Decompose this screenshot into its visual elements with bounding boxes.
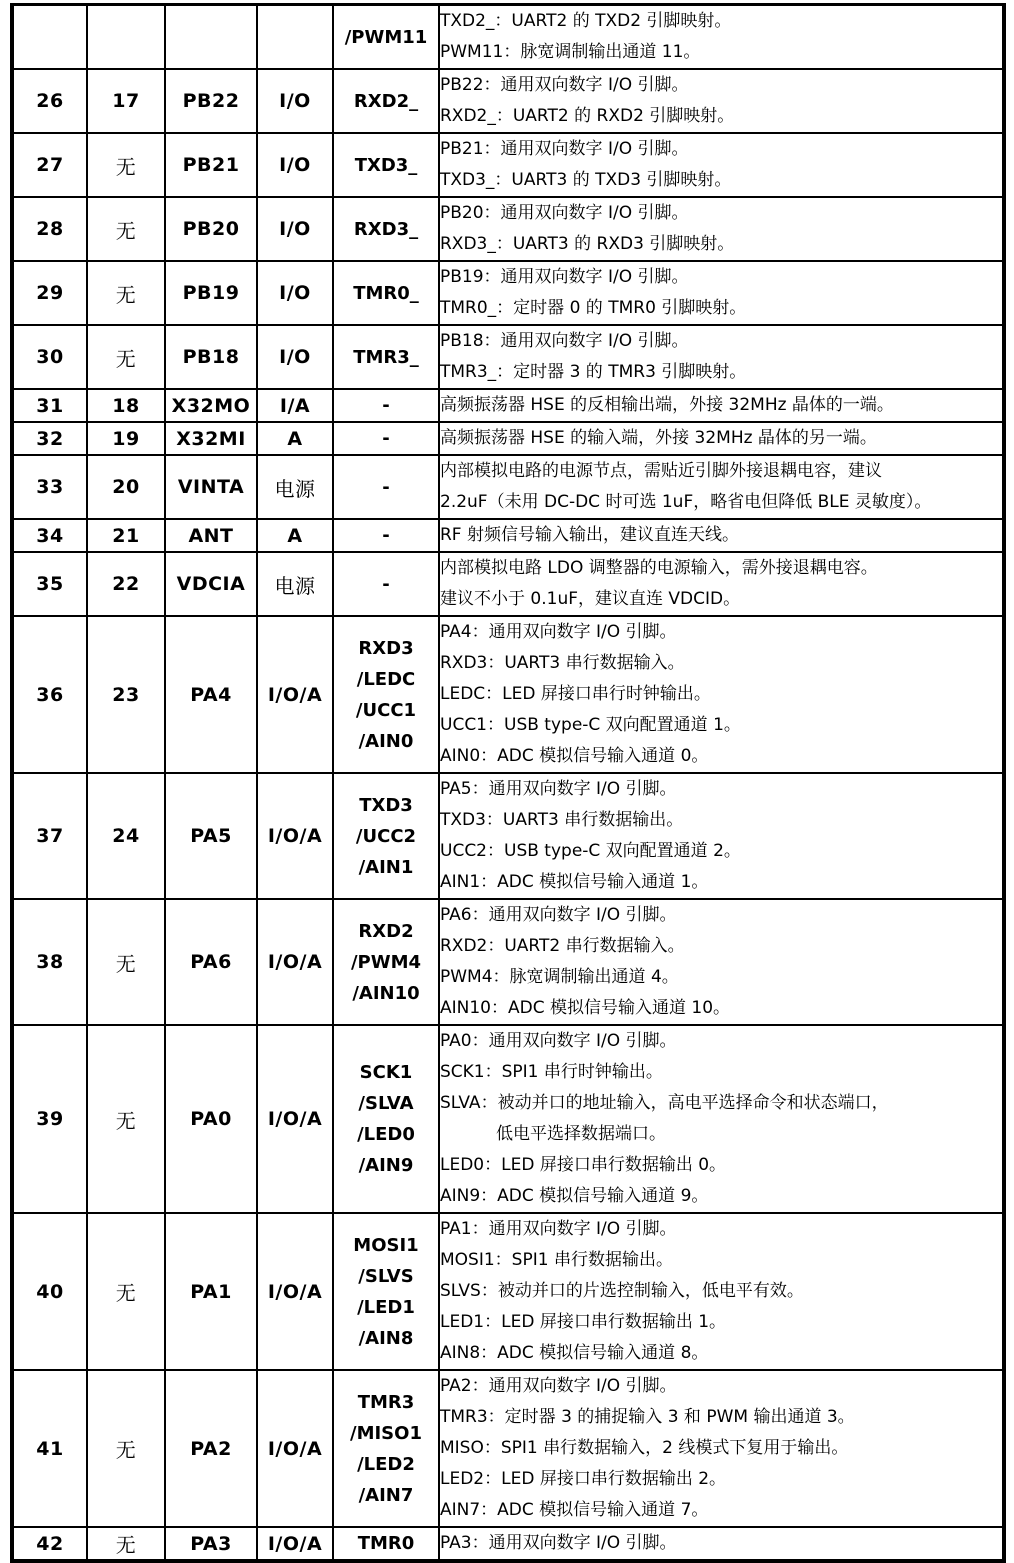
pin-type-cell: A	[257, 422, 333, 455]
alt-function-cell	[333, 261, 439, 325]
description-line: TMR0_：定时器 0 的 TMR0 引脚映射。	[440, 298, 747, 318]
alt-function-line: /AIN7	[358, 1484, 414, 1506]
description-line: PWM11：脉宽调制输出通道 11。	[440, 42, 701, 62]
description-line: PWM4：脉宽调制输出通道 4。	[440, 967, 679, 987]
pin-name-cell: PA6	[165, 899, 257, 1025]
alt-function-line: TMR0	[357, 1533, 415, 1554]
description-line: TXD2_：UART2 的 TXD2 引脚映射。	[440, 11, 732, 31]
description-cell	[439, 1370, 1004, 1527]
pin-name-cell: PB20	[165, 197, 257, 261]
pin-table	[10, 3, 1006, 1563]
pin-number-cell: 30	[12, 325, 87, 389]
description-line: RF 射频信号输入输出，建议直连天线。	[440, 525, 739, 545]
description-line: PB18：通用双向数字 I/O 引脚。	[440, 331, 689, 351]
alt-function-line: -	[382, 476, 390, 498]
table-row	[12, 197, 1004, 261]
pin-number-alt-cell: 19	[87, 422, 165, 455]
pin-number-alt-cell: 无	[87, 197, 165, 261]
description-line: MOSI1：SPI1 串行数据输出。	[440, 1250, 673, 1270]
pin-type-cell: I/O	[257, 197, 333, 261]
alt-function-line: RXD2	[358, 920, 414, 942]
alt-function-cell	[333, 1213, 439, 1370]
pin-number-alt-cell: 17	[87, 69, 165, 133]
description-line: AIN9：ADC 模拟信号输入通道 9。	[440, 1186, 709, 1206]
alt-function-cell	[333, 389, 439, 422]
pin-name-cell: PB18	[165, 325, 257, 389]
description-line: RXD3：UART3 串行数据输入。	[440, 653, 685, 673]
table-row	[12, 899, 1004, 1025]
pin-number-cell: 34	[12, 519, 87, 552]
description-line: RXD3_：UART3 的 RXD3 引脚映射。	[440, 234, 735, 254]
pin-number-cell: 32	[12, 422, 87, 455]
table-row	[12, 1370, 1004, 1527]
description-line: AIN0：ADC 模拟信号输入通道 0。	[440, 746, 709, 766]
pin-type-cell: I/O/A	[257, 1527, 333, 1561]
description-line: AIN10：ADC 模拟信号输入通道 10。	[440, 998, 731, 1018]
pin-name-cell: PA3	[165, 1527, 257, 1561]
pin-number-alt-cell: 18	[87, 389, 165, 422]
alt-function-line: -	[382, 428, 390, 449]
pin-name-cell: PA0	[165, 1025, 257, 1213]
description-line: LED2：LED 屏接口串行数据输出 2。	[440, 1469, 727, 1489]
pin-name-cell: VINTA	[165, 455, 257, 519]
description-line: 低电平选择数据端口。	[496, 1124, 666, 1144]
pin-number-cell: 41	[12, 1370, 87, 1527]
pin-name-cell: X32MO	[165, 389, 257, 422]
table-row	[12, 69, 1004, 133]
alt-function-cell	[333, 455, 439, 519]
pin-type-cell: 电源	[257, 455, 333, 519]
table-row	[12, 5, 1004, 70]
description-cell	[439, 133, 1004, 197]
pin-type-cell: 电源	[257, 552, 333, 616]
pin-name-cell	[165, 5, 257, 70]
pin-type-cell: I/A	[257, 389, 333, 422]
pin-type-cell: I/O	[257, 261, 333, 325]
alt-function-cell	[333, 519, 439, 552]
table-row	[12, 519, 1004, 552]
pin-number-alt-cell: 23	[87, 616, 165, 773]
pin-type-cell: I/O	[257, 325, 333, 389]
description-cell	[439, 1213, 1004, 1370]
description-line: 高频振荡器 HSE 的反相输出端，外接 32MHz 晶体的一端。	[440, 395, 894, 415]
alt-function-line: /LED1	[357, 1296, 415, 1318]
alt-function-line: MOSI1	[353, 1234, 419, 1256]
alt-function-cell	[333, 1025, 439, 1213]
description-line: PA5：通用双向数字 I/O 引脚。	[440, 779, 677, 799]
description-cell	[439, 519, 1004, 552]
alt-function-line: -	[382, 395, 390, 416]
alt-function-cell	[333, 197, 439, 261]
description-cell	[439, 389, 1004, 422]
description-line: UCC1：USB type-C 双向配置通道 1。	[440, 715, 741, 735]
pin-type-cell: I/O/A	[257, 616, 333, 773]
pin-number-cell: 26	[12, 69, 87, 133]
description-cell	[439, 261, 1004, 325]
description-line: AIN1：ADC 模拟信号输入通道 1。	[440, 872, 709, 892]
pin-number-cell: 28	[12, 197, 87, 261]
alt-function-cell	[333, 325, 439, 389]
alt-function-line: /PWM11	[344, 26, 428, 48]
alt-function-cell	[333, 552, 439, 616]
description-cell	[439, 325, 1004, 389]
pin-name-cell: VDCIA	[165, 552, 257, 616]
pin-number-alt-cell: 无	[87, 1370, 165, 1527]
description-cell	[439, 1527, 1004, 1561]
pin-number-cell	[12, 5, 87, 70]
alt-function-line: TMR3_	[353, 346, 419, 368]
alt-function-line: /AIN1	[358, 856, 414, 878]
pin-number-alt-cell: 无	[87, 1527, 165, 1561]
description-line: SCK1：SPI1 串行时钟输出。	[440, 1062, 663, 1082]
description-cell	[439, 552, 1004, 616]
pin-type-cell: I/O	[257, 69, 333, 133]
pin-number-alt-cell: 无	[87, 1213, 165, 1370]
description-line: LEDC：LED 屏接口串行时钟输出。	[440, 684, 711, 704]
pin-number-alt-cell: 22	[87, 552, 165, 616]
table-row	[12, 1527, 1004, 1561]
pin-number-cell: 36	[12, 616, 87, 773]
description-line: LED0：LED 屏接口串行数据输出 0。	[440, 1155, 727, 1175]
description-line: 2.2uF（未用 DC-DC 时可选 1uF，略省电但降低 BLE 灵敏度）。	[440, 492, 932, 512]
pin-name-cell: PB19	[165, 261, 257, 325]
alt-function-line: TXD3_	[354, 154, 418, 176]
alt-function-line: /LEDC	[356, 668, 416, 690]
alt-function-line: /AIN0	[358, 730, 414, 752]
description-line: PA1：通用双向数字 I/O 引脚。	[440, 1219, 677, 1239]
alt-function-cell	[333, 1527, 439, 1561]
alt-function-line: RXD2_	[353, 90, 419, 112]
description-line: MISO：SPI1 串行数据输入，2 线模式下复用于输出。	[440, 1438, 849, 1458]
alt-function-line: SCK1	[359, 1062, 413, 1083]
alt-function-line: /MISO1	[350, 1422, 422, 1444]
pin-type-cell	[257, 5, 333, 70]
pin-description-sheet	[10, 3, 1006, 1563]
description-line: SLVA：被动并口的地址输入，高电平选择命令和状态端口，	[440, 1093, 889, 1113]
alt-function-cell	[333, 773, 439, 899]
description-line: PA4：通用双向数字 I/O 引脚。	[440, 622, 677, 642]
table-row	[12, 552, 1004, 616]
table-row	[12, 455, 1004, 519]
description-line: LED1：LED 屏接口串行数据输出 1。	[440, 1312, 727, 1332]
description-line: 内部模拟电路 LDO 调整器的电源输入，需外接退耦电容。	[440, 558, 878, 578]
pin-number-cell: 29	[12, 261, 87, 325]
pin-number-cell: 27	[12, 133, 87, 197]
table-row	[12, 325, 1004, 389]
pin-number-cell: 40	[12, 1213, 87, 1370]
alt-function-line: -	[382, 525, 390, 546]
description-line: RXD2_：UART2 的 RXD2 引脚映射。	[440, 106, 735, 126]
description-line: AIN7：ADC 模拟信号输入通道 7。	[440, 1500, 709, 1520]
pin-number-alt-cell: 无	[87, 1025, 165, 1213]
table-row	[12, 616, 1004, 773]
pin-number-alt-cell: 20	[87, 455, 165, 519]
alt-function-line: /LED2	[357, 1453, 415, 1475]
alt-function-line: /LED0	[357, 1124, 415, 1145]
alt-function-line: /AIN9	[358, 1155, 414, 1176]
pin-number-cell: 33	[12, 455, 87, 519]
pin-type-cell: I/O	[257, 133, 333, 197]
description-cell	[439, 1025, 1004, 1213]
alt-function-cell	[333, 1370, 439, 1527]
description-line: 内部模拟电路的电源节点，需贴近引脚外接退耦电容，建议	[440, 461, 882, 481]
pin-number-cell: 31	[12, 389, 87, 422]
alt-function-line: -	[382, 573, 390, 595]
table-row	[12, 773, 1004, 899]
description-cell	[439, 422, 1004, 455]
pin-name-cell: PB22	[165, 69, 257, 133]
pin-number-cell: 38	[12, 899, 87, 1025]
pin-table-body	[12, 5, 1004, 1562]
alt-function-line: /AIN10	[352, 982, 420, 1004]
table-row	[12, 389, 1004, 422]
description-cell	[439, 616, 1004, 773]
table-row	[12, 133, 1004, 197]
description-line: PA6：通用双向数字 I/O 引脚。	[440, 905, 677, 925]
table-row	[12, 1213, 1004, 1370]
pin-number-alt-cell: 无	[87, 899, 165, 1025]
alt-function-line: /SLVS	[358, 1265, 414, 1287]
description-line: PB19：通用双向数字 I/O 引脚。	[440, 267, 689, 287]
pin-name-cell: ANT	[165, 519, 257, 552]
table-row	[12, 261, 1004, 325]
alt-function-line: /AIN8	[358, 1327, 414, 1349]
description-line: TMR3_：定时器 3 的 TMR3 引脚映射。	[440, 362, 747, 382]
description-cell	[439, 773, 1004, 899]
pin-number-cell: 42	[12, 1527, 87, 1561]
description-line: AIN8：ADC 模拟信号输入通道 8。	[440, 1343, 709, 1363]
pin-name-cell: PA4	[165, 616, 257, 773]
alt-function-cell	[333, 5, 439, 70]
description-line: SLVS：被动并口的片选控制输入，低电平有效。	[440, 1281, 804, 1301]
pin-number-alt-cell: 无	[87, 325, 165, 389]
description-cell	[439, 197, 1004, 261]
pin-number-alt-cell: 无	[87, 261, 165, 325]
alt-function-line: TXD3	[359, 794, 413, 816]
description-line: 高频振荡器 HSE 的输入端，外接 32MHz 晶体的另一端。	[440, 428, 877, 448]
pin-name-cell: PB21	[165, 133, 257, 197]
description-cell	[439, 5, 1004, 70]
alt-function-cell	[333, 616, 439, 773]
alt-function-line: /SLVA	[358, 1093, 414, 1114]
pin-type-cell: A	[257, 519, 333, 552]
alt-function-line: RXD3	[358, 637, 414, 659]
description-line: PA0：通用双向数字 I/O 引脚。	[440, 1031, 677, 1051]
description-line: PB22：通用双向数字 I/O 引脚。	[440, 75, 689, 95]
pin-type-cell: I/O/A	[257, 1213, 333, 1370]
alt-function-cell	[333, 133, 439, 197]
description-line: PA3：通用双向数字 I/O 引脚。	[440, 1533, 677, 1553]
alt-function-line: TMR0_	[353, 282, 419, 304]
description-cell	[439, 899, 1004, 1025]
description-line: TXD3_：UART3 的 TXD3 引脚映射。	[440, 170, 732, 190]
pin-number-cell: 39	[12, 1025, 87, 1213]
pin-name-cell: PA1	[165, 1213, 257, 1370]
pin-number-alt-cell: 无	[87, 133, 165, 197]
pin-name-cell: X32MI	[165, 422, 257, 455]
pin-number-alt-cell	[87, 5, 165, 70]
table-row	[12, 422, 1004, 455]
description-cell	[439, 455, 1004, 519]
alt-function-line: /PWM4	[350, 951, 422, 973]
pin-number-cell: 35	[12, 552, 87, 616]
description-line: TMR3：定时器 3 的捕捉输入 3 和 PWM 输出通道 3。	[440, 1407, 855, 1427]
description-line: RXD2：UART2 串行数据输入。	[440, 936, 685, 956]
description-line: PA2：通用双向数字 I/O 引脚。	[440, 1376, 677, 1396]
pin-type-cell: I/O/A	[257, 773, 333, 899]
description-line: PB21：通用双向数字 I/O 引脚。	[440, 139, 689, 159]
alt-function-line: TMR3	[357, 1391, 415, 1413]
pin-type-cell: I/O/A	[257, 1370, 333, 1527]
alt-function-cell	[333, 422, 439, 455]
description-line: UCC2：USB type-C 双向配置通道 2。	[440, 841, 741, 861]
description-line: PB20：通用双向数字 I/O 引脚。	[440, 203, 689, 223]
description-line: TXD3：UART3 串行数据输出。	[440, 810, 684, 830]
table-row	[12, 1025, 1004, 1213]
pin-number-cell: 37	[12, 773, 87, 899]
description-line: 建议不小于 0.1uF，建议直连 VDCID。	[440, 589, 741, 609]
alt-function-cell	[333, 69, 439, 133]
alt-function-line: /UCC2	[355, 825, 417, 847]
pin-name-cell: PA5	[165, 773, 257, 899]
pin-type-cell: I/O/A	[257, 1025, 333, 1213]
alt-function-line: RXD3_	[353, 218, 419, 240]
pin-type-cell: I/O/A	[257, 899, 333, 1025]
pin-number-alt-cell: 21	[87, 519, 165, 552]
alt-function-line: /UCC1	[355, 699, 417, 721]
pin-number-alt-cell: 24	[87, 773, 165, 899]
pin-name-cell: PA2	[165, 1370, 257, 1527]
alt-function-cell	[333, 899, 439, 1025]
description-cell	[439, 69, 1004, 133]
